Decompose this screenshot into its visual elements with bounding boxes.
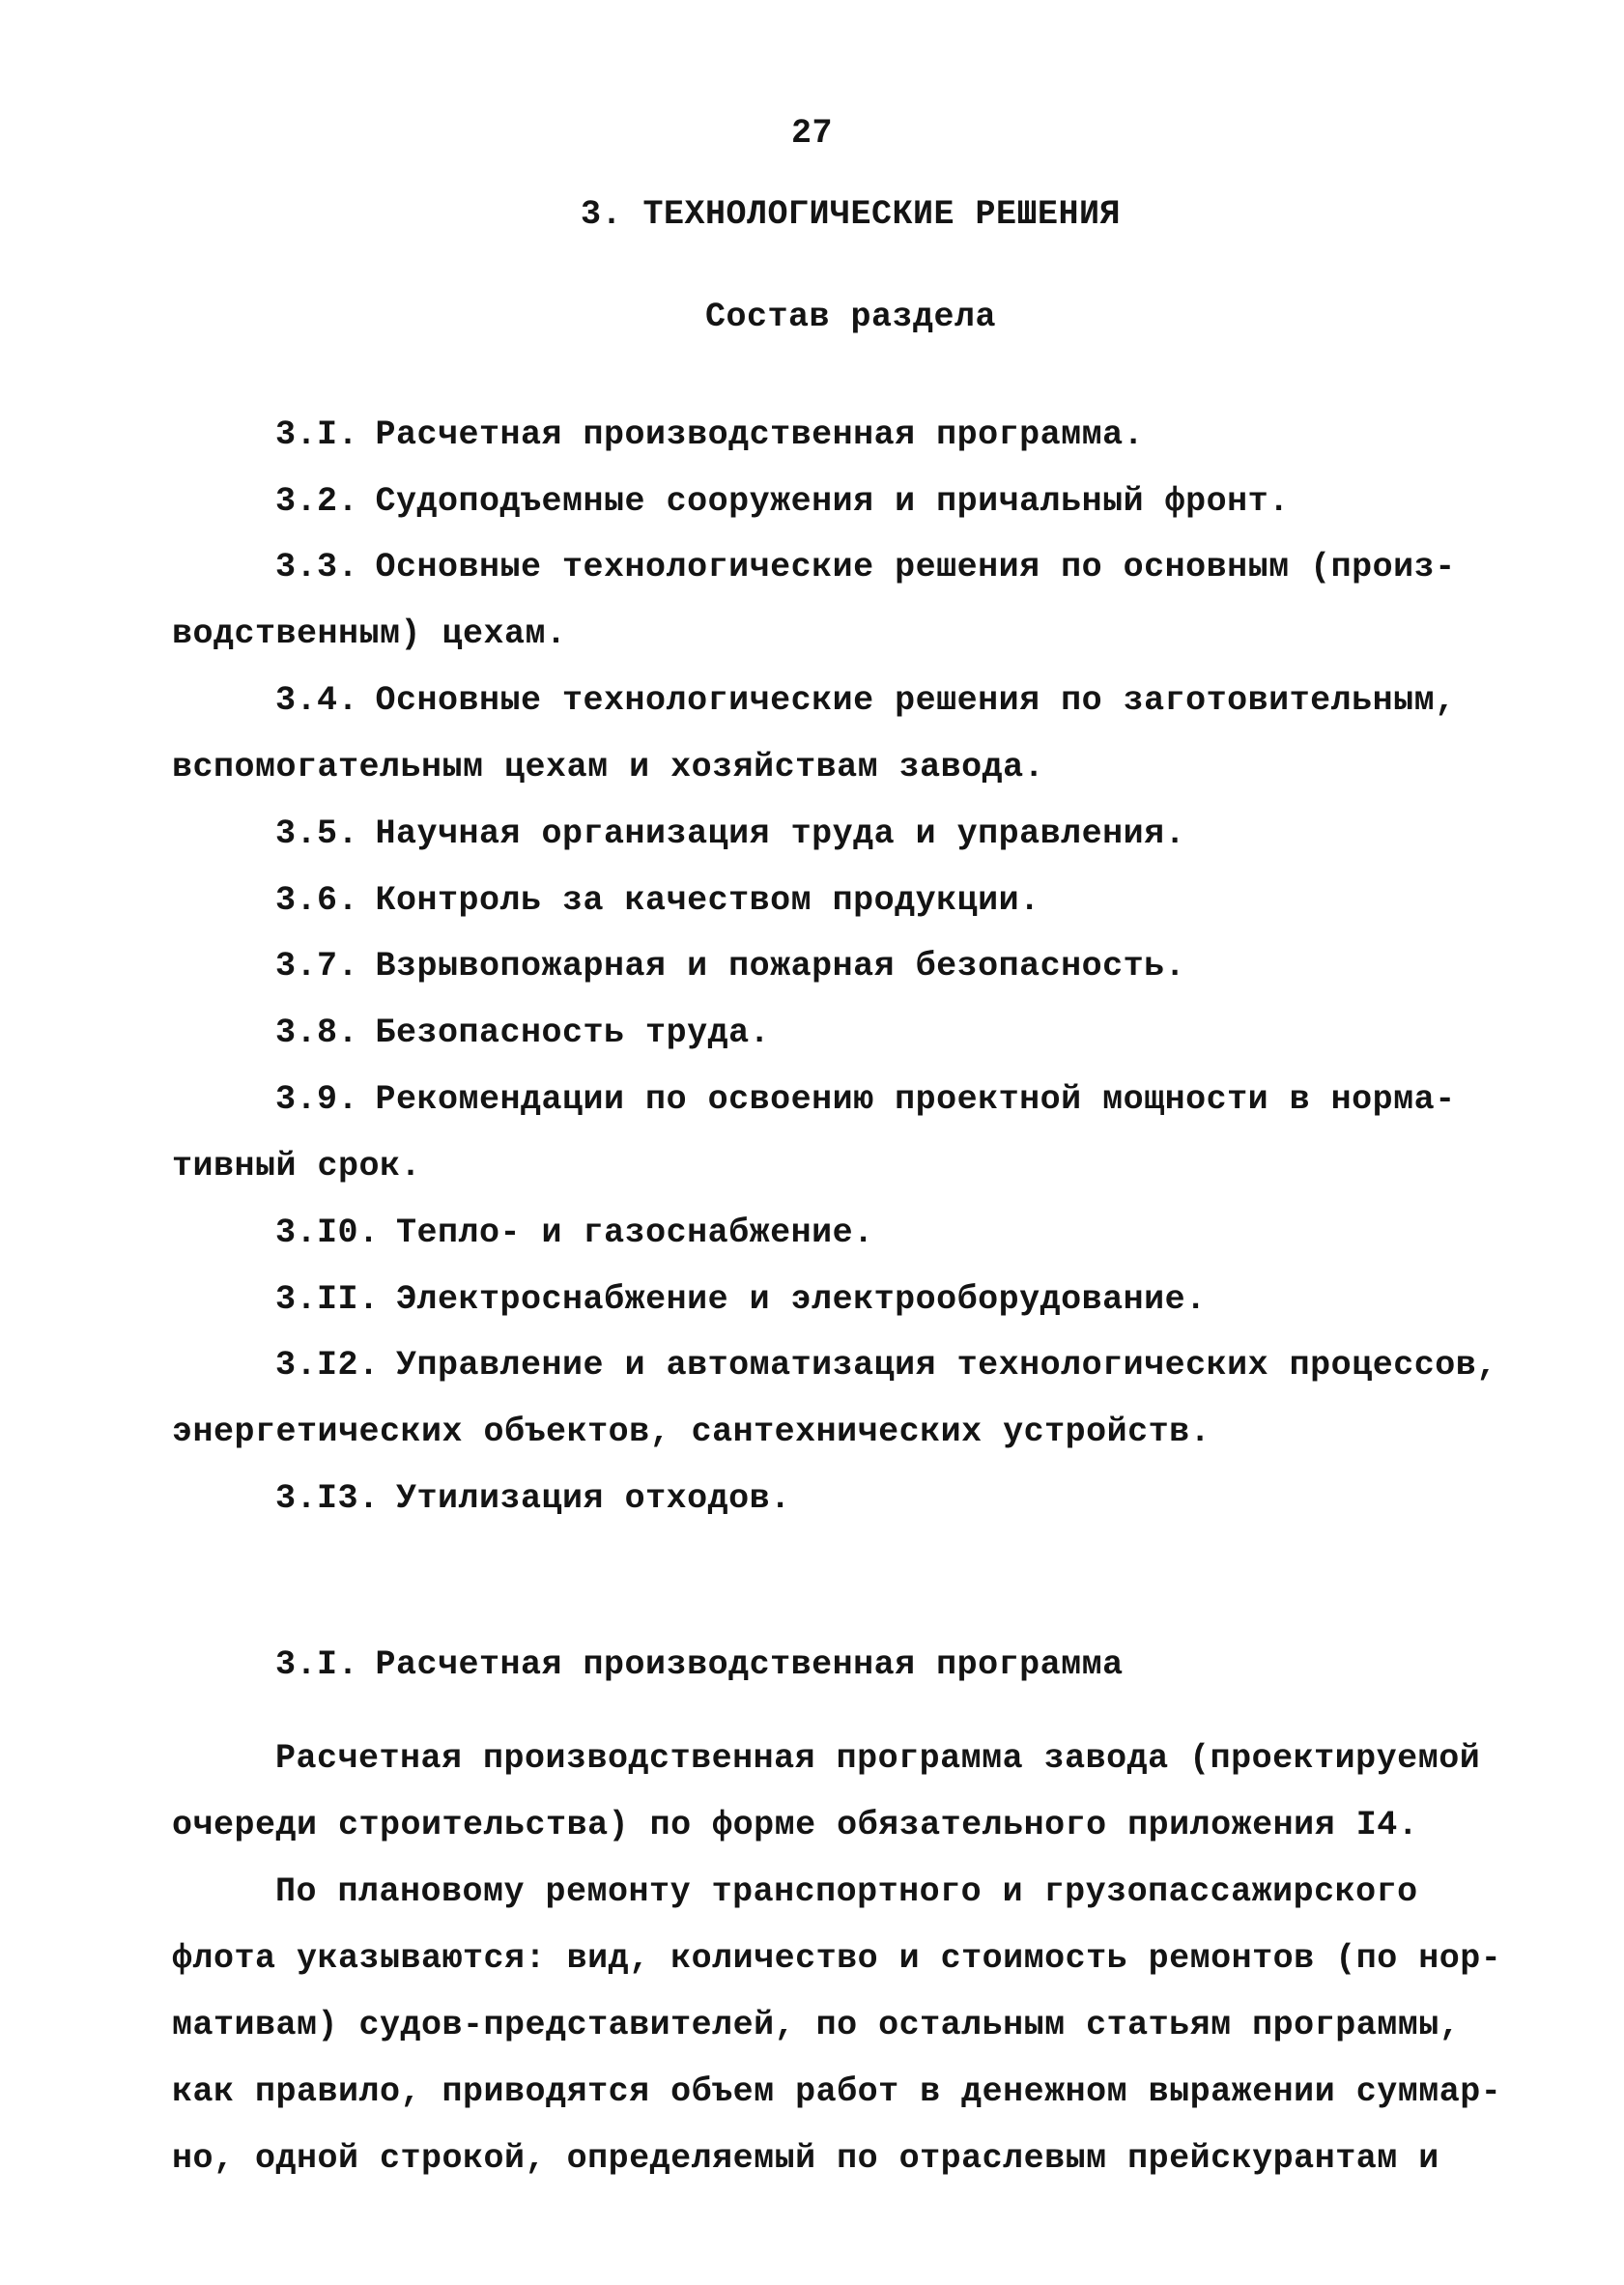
item-number: 3.7. (275, 947, 359, 985)
paragraph-line: Расчетная производственная программа завода (проектируемой (275, 1739, 1481, 1778)
contents-item (275, 1346, 1497, 1385)
contents-item-continuation: вспомогательным цехам и хозяйствам завода. (172, 748, 1045, 786)
subsection-title: Расчетная производственная программа (375, 1645, 1124, 1684)
item-number: 3.I. (275, 415, 359, 454)
contents-item (275, 1479, 791, 1518)
item-number: 3.I2. (275, 1346, 380, 1385)
contents-item-continuation: тивный срок. (172, 1147, 422, 1185)
item-number: 3.5. (275, 814, 359, 853)
paragraph-line: очереди строительства) по форме обязательного приложения I4. (172, 1806, 1419, 1844)
item-number: 3.I3. (275, 1479, 380, 1518)
item-text: Электроснабжение и электрооборудование. (396, 1280, 1207, 1319)
paragraph-line: как правило, приводятся объем работ в денежном выражении суммар- (172, 2072, 1502, 2111)
contents-item (275, 1214, 874, 1252)
item-text: Контроль за качеством продукции. (375, 881, 1040, 920)
contents-item-continuation: водственным) цехам. (172, 614, 567, 653)
item-text: Безопасность труда. (375, 1014, 771, 1052)
item-text: Утилизация отходов. (396, 1479, 791, 1518)
item-text: Тепло- и газоснабжение. (396, 1214, 874, 1252)
item-text: Рекомендации по освоению проектной мощности в норма- (375, 1080, 1456, 1119)
item-text: Управление и автоматизация технологических процессов, (396, 1346, 1497, 1385)
paragraph-line: флота указываются: вид, количество и стоимость ремонтов (по нор- (172, 1939, 1502, 1978)
section-title: 3. ТЕХНОЛОГИЧЕСКИЕ РЕШЕНИЯ (580, 195, 1122, 234)
item-number: 3.2. (275, 482, 359, 521)
contents-item (275, 881, 1040, 920)
item-number: 3.6. (275, 881, 359, 920)
contents-item (275, 1014, 770, 1052)
item-number: 3.I0. (275, 1214, 380, 1252)
paragraph-line: но, одной строкой, определяемый по отраслевым прейскурантам и (172, 2139, 1439, 2178)
item-number: 3.II. (275, 1280, 380, 1319)
contents-item (275, 415, 1144, 454)
paragraph-line: мативам) судов-представителей, по остальным статьям программы, (172, 2006, 1461, 2044)
item-text: Расчетная производственная программа. (375, 415, 1145, 454)
contents-item (275, 681, 1456, 720)
contents-item (275, 1080, 1456, 1119)
subsection-heading (275, 1645, 1124, 1684)
item-text: Взрывопожарная и пожарная безопасность. (375, 947, 1186, 985)
subsection-number: 3.I. (275, 1645, 359, 1684)
paragraph-line: По плановому ремонту транспортного и грузопассажирского (275, 1872, 1418, 1911)
item-number: 3.9. (275, 1080, 359, 1119)
contents-item (275, 947, 1185, 985)
item-number: 3.4. (275, 681, 359, 720)
item-number: 3.3. (275, 548, 359, 586)
contents-item (275, 1280, 1207, 1319)
contents-item-continuation: энергетических объектов, сантехнических устройств. (172, 1413, 1211, 1451)
contents-heading: Состав раздела (704, 298, 997, 336)
item-text: Научная организация труда и управления. (375, 814, 1186, 853)
item-text: Судоподъемные сооружения и причальный фронт. (375, 482, 1290, 521)
item-text: Основные технологические решения по основным (произ- (375, 548, 1456, 586)
contents-item (275, 482, 1290, 521)
page-number: 27 (790, 114, 833, 153)
item-number: 3.8. (275, 1014, 359, 1052)
contents-item (275, 548, 1456, 586)
contents-item (275, 814, 1185, 853)
item-text: Основные технологические решения по заготовительным, (375, 681, 1456, 720)
